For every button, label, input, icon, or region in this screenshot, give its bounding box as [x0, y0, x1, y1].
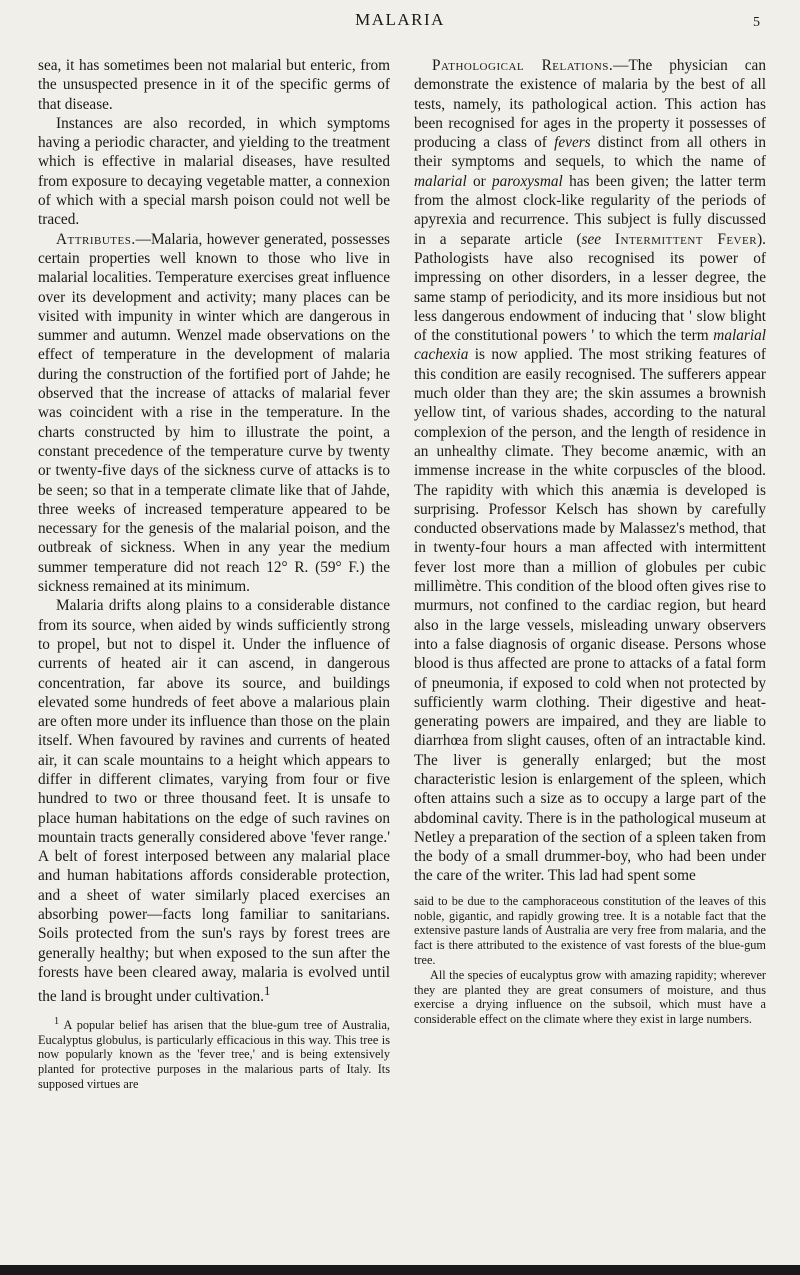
cross-reference-intermittent-fever: Intermittent Fever [614, 230, 758, 248]
malarial-italic: malarial [414, 172, 467, 190]
section-heading-pathological: Pathological Relations. [432, 57, 614, 74]
paroxysmal-italic: paroxysmal [491, 172, 563, 190]
path-text-2: distinct from all others in their symptoms and sequels, to which the name of [414, 134, 766, 171]
malarial-cachexia-italic: malarial cachexia [414, 327, 766, 364]
footnote [38, 1015, 390, 1092]
see-italic: see [581, 230, 602, 248]
bottom-border [0, 1265, 800, 1275]
footnote-cont-1: said to be due to the camphoraceous constitution of the leaves of this noble, gigantic, and rapidly growing tree. It is a notable fact that the extensive pasture lands of Australia are very free from malaria, and the fact is there attributed to the existence of vast forests of the blue-gum tree. [414, 893, 766, 967]
footnote-continued [414, 894, 766, 1027]
path-text-3: has been given; the latter term from the almost clock-like regularity of the periods of apyrexia and recurrence. This subject is fully discussed in a separate article ( [414, 172, 767, 248]
paragraph-drifts [38, 596, 390, 1006]
path-text-5: is now applied. The most striking features of this condition are easily recognised. The sufferers appear much older than they are; the skin assumes a brownish yellow tint, of various shades, according to the natural complexion of the person, and the length of residence in an unhealthy climate. They become anæmic, with an immense increase in the white corpuscles of the blood. The rapidity with which this anæmia is developed is surprising. Professor Kelsch has shown by carefully conducted observations made by Malassez's method, that in twenty-four hours a man affected with intermittent fever lost more than a million of globules per cubic millimètre. This condition of the blood often gives rise to murmurs, not confined to the cardiac region, but heard also in the large vessels, misleading unwary observers into a false diagnosis of organic disease. Persons whose blood is thus affected are prone to attacks of a fatal form of pneumonia, if exposed to cold when not protected by sufficiently warm clothing. Their digestive and heat-generating powers are impaired, and they are liable to diarrhœa from slight causes, often of an intractable kind. The liver is generally enlarged; but the most characteristic lesion is enlargement of the spleen, which often attains such a size as to occupy a large part of the abdominal cavity. There is in the pathological museum at Netley a preparation of the section of a spleen taken from the body of a small drummer-boy, who had been under the care of the writer. This lad had spent some [414, 346, 766, 885]
page-header [0, 8, 800, 40]
footnote-reference: 1 [264, 984, 271, 999]
drifts-text: Malaria drifts along plains to a considerable distance from its source, when aided by winds sufficiently strong to propel, but not to dispel it. Under the influence of currents of heated air it can ascend, in dangerous concentration, far above its source, and buildings elevated some hundreds of feet above a malarious plain are often more under its influence than those on the plain itself. When favoured by ravines and currents of heated air, it can scale mountains to a height which appears to differ in different climates, varying from four or five hundred to two or three thousand feet. It is unsafe to place human habitations on the edge of such ravines on mountain tracts generally considered above 'fever range.' A belt of forest interposed between any malarial place and human habitations affords considerable protection, and a sheet of water similarly placed exercises an absorbing power—facts long familiar to sanitarians. Soils protected from the sun's rays by forest trees are generally healthy; but when exposed to the sun after the forests have been cleared away, malaria is evolved until the land is brought under cultivation. [38, 597, 390, 1006]
paragraph-pathological [414, 56, 766, 886]
left-column [38, 56, 390, 1092]
page-number: 5 [753, 15, 760, 30]
paragraph-instances: Instances are also recorded, in which symptoms having a periodic character, and yielding to the treatment which is effective in malarial diseases, have resulted from exposure to decaying vegetable matter, a connexion of which with a special marsh poison could not well be traced. [38, 114, 390, 229]
footnote-text-start: A popular belief has arisen that the blue-gum tree of Australia, Eucalyptus globulus, is particularly efficacious in this way. This tree is now popularly known as the 'fever tree,' and is being extensively planted for protective purposes in the malarious parts of Italy. Its supposed virtues are [38, 1017, 390, 1091]
footnote-paragraph [38, 1015, 390, 1092]
paragraph-continuation: sea, it has sometimes been not malarial but enteric, from the unsuspected presence in it of the specific germs of that disease. [38, 57, 390, 113]
path-text-1: —The physician can demonstrate the existence of malaria by the best of all tests, namely, its pathological action. This action has been recognised for ages in the property it possesses of producing a class of [414, 57, 766, 152]
running-title: MALARIA [355, 10, 445, 29]
right-column [414, 56, 766, 1027]
footnote-marker: 1 [54, 1015, 60, 1027]
fevers-italic: fevers [554, 134, 591, 152]
paragraph-attributes [38, 230, 390, 597]
path-text-4: ). Pathologists have also recognised its power of impressing on other disorders, in a lesser degree, the same stamp of periodicity, and its more insidious but not less dangerous endowment of inducing that ' slow blight of the constitutional powers ' to which the term [414, 230, 766, 345]
or-text: or [472, 172, 486, 190]
footnote-cont-2: All the species of eucalyptus grow with amazing rapidity; wherever they are planted they are great consumers of moisture, and thus exercise a drying influence on the subsoil, which must have a considerable effect on the climate where they exist in large numbers. [414, 967, 766, 1027]
attributes-text: —Malaria, however generated, possesses certain properties well known to those who live in malarial localities. Temperature exercises great influence over its development and activity; many places can be visited with impunity in winter which are dangerous in summer and autumn. Wenzel made observations on the effect of temperature in the development of malaria during the construction of the fortified port of Jahde; he observed that the increase of attacks of malarial fever was coincident with a rise in the temperature. In the charts constructed by him to illustrate the point, a constant precedence of the temperature curve by twenty or twenty-five days of the sickness curve of attacks is to be seen; so that in a temperate climate like that of Jahde, three weeks of increased temperature appeared to be necessary for the genesis of the malarial poison, and the outbreak of sickness. When in any year the medium summer temperature did not reach 12° R. (59° F.) the sickness remained at its minimum. [38, 230, 390, 596]
section-heading-attributes: Attributes. [56, 230, 136, 248]
